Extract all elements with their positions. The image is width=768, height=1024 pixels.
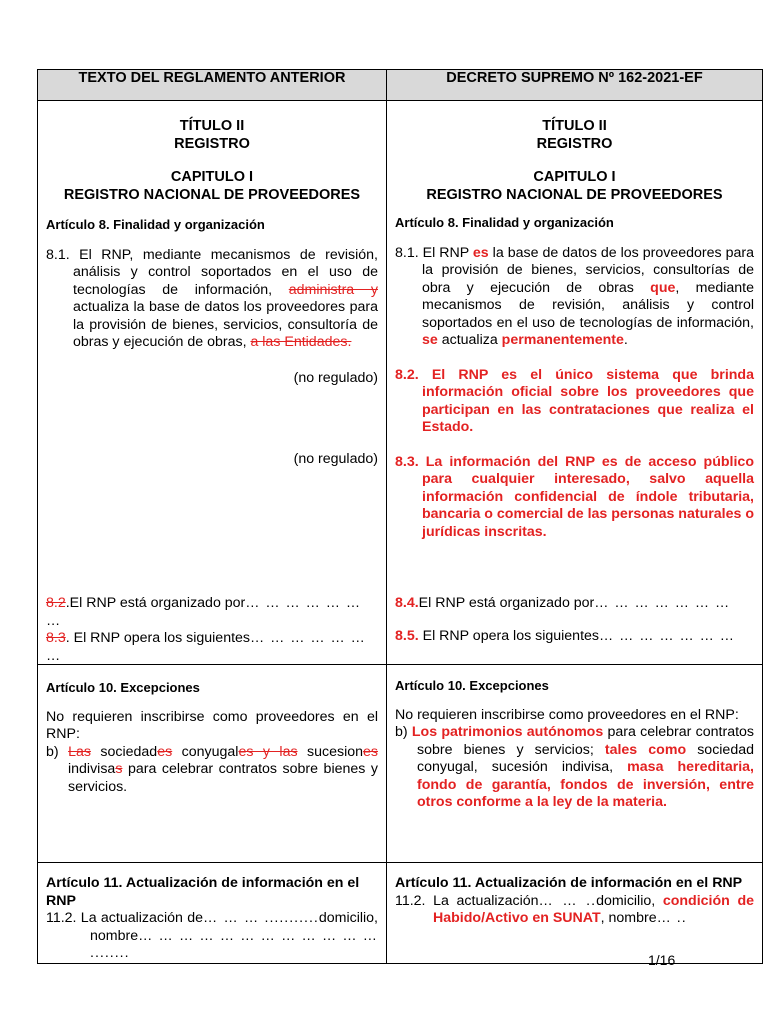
left-article-8-heading: Artículo 8. Finalidad y organización bbox=[46, 217, 265, 232]
left-paragraph-8-3: 8.3. El RNP opera los siguientes… … … … … … … bbox=[46, 630, 366, 664]
right-chapter: CAPITULO I bbox=[533, 169, 616, 185]
right-article-11-cell bbox=[387, 863, 763, 964]
right-paragraph-8-2: 8.2. El RNP es el único sistema que brinda información oficial sobre los proveedores que participan en las contrataciones que realiza el Estado. bbox=[395, 366, 754, 435]
right-paragraph-8-3: 8.3. La información del RNP es de acceso público para cualquier interesado, salvo aquella información confidencial de índole tributaria, bancaria o comercial de las personas naturales o jurídicas inscritas. bbox=[395, 453, 754, 540]
left-article-11-heading: Artículo 11. Actualización de información en el RNP bbox=[46, 875, 360, 909]
right-paragraph-8-1: 8.1. El RNP es la base de datos de los proveedores para la provisión de bienes, servicios, consultorías de obra y ejecución de obras que, mediante mecanismos de revisión, análisis y control soportados en el uso de tecnologías de información, se actualiza permanentemente. bbox=[395, 244, 755, 348]
left-paragraph-11-2: 11.2. La actualización de… … … ...........domicilio, nombre… … … … … … … … … … … … ........ bbox=[46, 910, 378, 961]
left-article-10-item-b: b) Las sociedades conyugales y las sucesiones indivisas para celebrar contratos sobre bienes y servicios. bbox=[46, 743, 378, 795]
left-chapter: CAPITULO I bbox=[170, 169, 254, 185]
left-article-10-heading: Artículo 10. Excepciones bbox=[46, 680, 200, 695]
left-registro: REGISTRO bbox=[174, 135, 250, 152]
right-article-8-cell bbox=[387, 101, 763, 665]
left-not-regulated-1: (no regulado) bbox=[293, 369, 378, 386]
right-article-10-cell bbox=[387, 665, 763, 863]
right-paragraph-8-4: 8.4.El RNP está organizado por… … … … … … … bbox=[395, 595, 731, 611]
left-paragraph-8-2: 8.2.El RNP está organizado por… … … … … … … bbox=[46, 595, 362, 629]
left-article-8-cell bbox=[38, 101, 387, 665]
left-article-11-cell bbox=[38, 863, 387, 964]
header-previous-text: TEXTO DEL REGLAMENTO ANTERIOR bbox=[38, 70, 387, 101]
right-paragraph-11-2: 11.2. La actualización… … ..domicilio, condición de Habido/Activo en SUNAT, nombre… .. bbox=[395, 892, 755, 926]
right-article-10-item-b: b) Los patrimonios autónomos para celebrar contratos sobre bienes y servicios; tales como sociedad conyugal, sucesión indivisa, masa hereditaria, fondo de garantía, fondos de inversión, entre otros conforme a la ley de la materia. bbox=[395, 724, 755, 810]
left-paragraph-8-1: 8.1. El RNP, mediante mecanismos de revisión, análisis y control soportados en el uso de tecnologías de información, administra y actualiza la base de datos los proveedores para la provisión de bienes, servicios, consultoría de obras y ejecución de obras, a las Entidades. bbox=[46, 246, 378, 350]
left-article-10-cell bbox=[38, 665, 387, 863]
left-not-regulated-2: (no regulado) bbox=[293, 451, 378, 467]
right-paragraph-8-5: 8.5. El RNP opera los siguientes… … … … … … … bbox=[395, 628, 735, 644]
right-title: TÍTULO II bbox=[542, 118, 607, 134]
right-article-10-intro: No requieren inscribirse como proveedores en el RNP: bbox=[395, 706, 739, 723]
comparison-table bbox=[37, 69, 763, 964]
header-decree: DECRETO SUPREMO Nº 162-2021-EF bbox=[387, 70, 763, 101]
right-article-11-heading: Artículo 11. Actualización de información en el RNP bbox=[395, 875, 743, 891]
left-chapter-name: REGISTRO NACIONAL DE PROVEEDORES bbox=[63, 186, 361, 203]
right-article-10-heading: Artículo 10. Excepciones bbox=[395, 678, 549, 693]
left-article-10-intro: No requieren inscribirse como proveedores en el RNP: bbox=[46, 708, 378, 742]
left-title: TÍTULO II bbox=[179, 118, 245, 134]
right-chapter-name: REGISTRO NACIONAL DE PROVEEDORES bbox=[426, 186, 723, 203]
page-number: 1/16 bbox=[648, 952, 676, 968]
right-registro: REGISTRO bbox=[536, 135, 613, 152]
right-article-8-heading: Artículo 8. Finalidad y organización bbox=[395, 215, 614, 230]
